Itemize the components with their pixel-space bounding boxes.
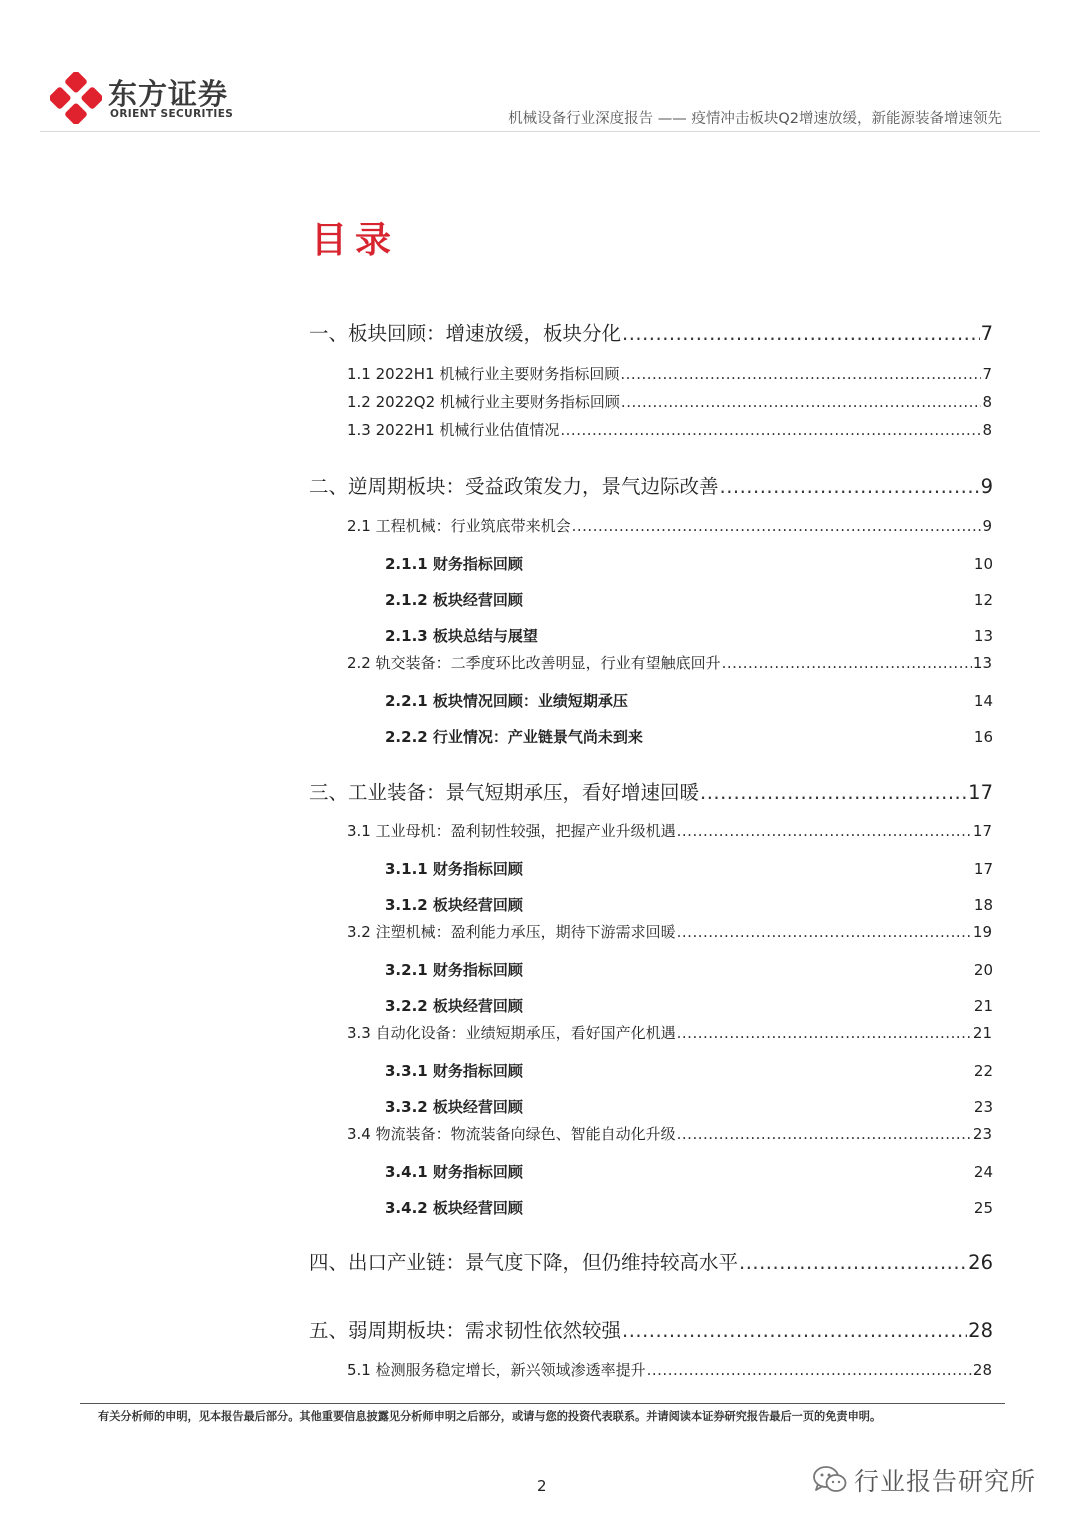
toc-entry-leader — [572, 517, 982, 535]
toc-entry-title: 3.3.1 财务指标回顾 — [385, 1062, 523, 1080]
toc-entry-page: 9 — [980, 475, 993, 498]
toc-entry-title: 3.1.1 财务指标回顾 — [385, 860, 523, 878]
wechat-icon — [812, 1464, 848, 1496]
toc-entry-level2[interactable] — [347, 363, 992, 384]
toc-entry-level3[interactable] — [385, 959, 993, 980]
toc-entry-title: 一、板块回顾：增速放缓，板块分化 — [309, 322, 622, 345]
toc-entry-page: 26 — [968, 1251, 993, 1274]
toc-entry-title: 三、工业装备：景气短期承压，看好增速回暖 — [309, 781, 700, 804]
toc-entry-level1[interactable] — [309, 1247, 993, 1275]
page-number: 2 — [537, 1477, 547, 1495]
toc-entry-page: 21 — [973, 997, 993, 1015]
disclaimer-text: 有关分析师的申明，见本报告最后部分。其他重要信息披露见分析师申明之后部分，或请与您的投资代表联系。并请阅读本证券研究报告最后一页的免责申明。 — [98, 1410, 882, 1423]
toc-entry-leader — [677, 1125, 972, 1143]
toc-entry-page: 14 — [973, 692, 993, 710]
toc-entry-page: 22 — [973, 1062, 993, 1080]
toc-entry-page: 7 — [980, 322, 993, 345]
toc-entry-title: 3.3.2 板块经营回顾 — [385, 1098, 523, 1116]
toc-entry-level2[interactable] — [347, 1123, 992, 1144]
toc-entry-page: 8 — [982, 421, 992, 439]
toc-entry-level2[interactable] — [347, 515, 992, 536]
toc-entry-title: 3.2.1 财务指标回顾 — [385, 961, 523, 979]
toc-entry-page: 8 — [982, 393, 992, 411]
toc-entry-title: 2.2.1 板块情况回顾：业绩短期承压 — [385, 692, 628, 710]
toc-entry-leader — [622, 1319, 967, 1342]
toc-entry-page: 10 — [973, 555, 993, 573]
toc-entry-title: 2.1.2 板块经营回顾 — [385, 591, 523, 609]
toc-entry-title: 3.1.2 板块经营回顾 — [385, 896, 523, 914]
toc-entry-title: 3.4 物流装备：物流装备向绿色、智能自动化升级 — [347, 1125, 676, 1143]
toc-entry-level2[interactable] — [347, 419, 992, 440]
toc-entry-leader — [700, 781, 967, 804]
toc-entry-page: 17 — [972, 822, 992, 840]
toc-entry-page: 28 — [968, 1319, 993, 1342]
toc-entry-title: 四、出口产业链：景气度下降，但仍维持较高水平 — [309, 1251, 739, 1274]
toc-entry-page: 23 — [972, 1125, 992, 1143]
toc-entry-level2[interactable] — [347, 652, 992, 673]
report-header-title: 机械设备行业深度报告 —— 疫情冲击板块Q2增速放缓，新能源装备增速领先 — [508, 111, 1002, 127]
toc-entry-level3[interactable] — [385, 1197, 993, 1218]
toc-entry-page: 28 — [972, 1361, 992, 1379]
toc-entry-title: 2.1.1 财务指标回顾 — [385, 555, 523, 573]
toc-entry-leader — [677, 923, 972, 941]
toc-entry-page: 24 — [973, 1163, 993, 1181]
toc-entry-level1[interactable] — [309, 471, 993, 499]
toc-entry-level2[interactable] — [347, 391, 992, 412]
toc-entry-title: 3.1 工业母机：盈利韧性较强，把握产业升级机遇 — [347, 822, 676, 840]
orient-securities-logo — [50, 72, 280, 124]
toc-entry-leader — [560, 421, 981, 439]
toc-entry-leader — [720, 475, 980, 498]
toc-entry-title: 1.3 2022H1 机械行业估值情况 — [347, 421, 560, 439]
toc-entry-leader — [677, 1024, 972, 1042]
toc-entry-page: 17 — [968, 781, 993, 804]
toc-entry-level1[interactable] — [309, 777, 993, 805]
toc-entry-page: 12 — [973, 591, 993, 609]
toc-entry-page: 23 — [973, 1098, 993, 1116]
toc-entry-page: 17 — [973, 860, 993, 878]
toc-entry-title: 2.1 工程机械：行业筑底带来机会 — [347, 517, 571, 535]
toc-entry-page: 25 — [973, 1199, 993, 1217]
toc-entry-title: 3.4.1 财务指标回顾 — [385, 1163, 523, 1181]
toc-entry-page: 9 — [982, 517, 992, 535]
toc-entry-leader — [622, 322, 980, 345]
toc-entry-title: 3.2.2 板块经营回顾 — [385, 997, 523, 1015]
toc-entry-page: 21 — [972, 1024, 992, 1042]
toc-entry-leader — [620, 365, 981, 383]
toc-entry-title: 2.1.3 板块总结与展望 — [385, 627, 538, 645]
toc-entry-level3[interactable] — [385, 1161, 993, 1182]
toc-entry-page: 18 — [973, 896, 993, 914]
toc-entry-level3[interactable] — [385, 726, 993, 747]
toc-entry-level3[interactable] — [385, 553, 993, 574]
logo-mark-icon — [50, 72, 102, 124]
toc-entry-level3[interactable] — [385, 625, 993, 646]
toc-entry-title: 1.2 2022Q2 机械行业主要财务指标回顾 — [347, 393, 620, 411]
toc-entry-page: 16 — [973, 728, 993, 746]
toc-entry-title: 5.1 检测服务稳定增长，新兴领域渗透率提升 — [347, 1361, 646, 1379]
toc-entry-title: 五、弱周期板块：需求韧性依然较强 — [309, 1319, 622, 1342]
footer-divider — [80, 1403, 1005, 1404]
toc-entry-title: 3.2 注塑机械：盈利能力承压，期待下游需求回暖 — [347, 923, 676, 941]
toc-entry-leader — [677, 822, 972, 840]
toc-entry-leader — [739, 1251, 967, 1274]
toc-entry-level3[interactable] — [385, 690, 993, 711]
toc-entry-level1[interactable] — [309, 318, 993, 346]
toc-entry-title: 3.4.2 板块经营回顾 — [385, 1199, 523, 1217]
toc-title: 目录 — [311, 220, 400, 261]
watermark — [812, 1462, 1036, 1498]
toc-entry-level1[interactable] — [309, 1315, 993, 1343]
toc-entry-level2[interactable] — [347, 820, 992, 841]
toc-entry-page: 19 — [972, 923, 992, 941]
brand-name-cn: 东方证券 — [108, 77, 229, 111]
toc-entry-level2[interactable] — [347, 921, 992, 942]
toc-entry-level3[interactable] — [385, 995, 993, 1016]
toc-entry-title: 二、逆周期板块：受益政策发力，景气边际改善 — [309, 475, 719, 498]
header-divider — [40, 131, 1040, 132]
toc-entry-page: 13 — [972, 654, 992, 672]
toc-entry-page: 13 — [973, 627, 993, 645]
toc-entry-level2[interactable] — [347, 1022, 992, 1043]
toc-entry-page: 20 — [973, 961, 993, 979]
toc-entry-level2[interactable] — [347, 1359, 992, 1380]
toc-entry-title: 2.2 轨交装备：二季度环比改善明显，行业有望触底回升 — [347, 654, 721, 672]
toc-entry-level3[interactable] — [385, 858, 993, 879]
toc-entry-leader — [722, 654, 972, 672]
toc-entry-page: 7 — [982, 365, 992, 383]
brand-name-en: ORIENT SECURITIES — [110, 108, 234, 120]
toc-entry-title: 2.2.2 行业情况：产业链景气尚未到来 — [385, 728, 643, 746]
toc-entry-leader — [621, 393, 982, 411]
toc-entry-level3[interactable] — [385, 589, 993, 610]
toc-entry-level3[interactable] — [385, 1096, 993, 1117]
toc-entry-leader — [647, 1361, 972, 1379]
toc-entry-title: 3.3 自动化设备：业绩短期承压，看好国产化机遇 — [347, 1024, 676, 1042]
watermark-text: 行业报告研究所 — [854, 1467, 1037, 1496]
toc-entry-level3[interactable] — [385, 1060, 993, 1081]
toc-entry-level3[interactable] — [385, 894, 993, 915]
toc-entry-title: 1.1 2022H1 机械行业主要财务指标回顾 — [347, 365, 620, 383]
